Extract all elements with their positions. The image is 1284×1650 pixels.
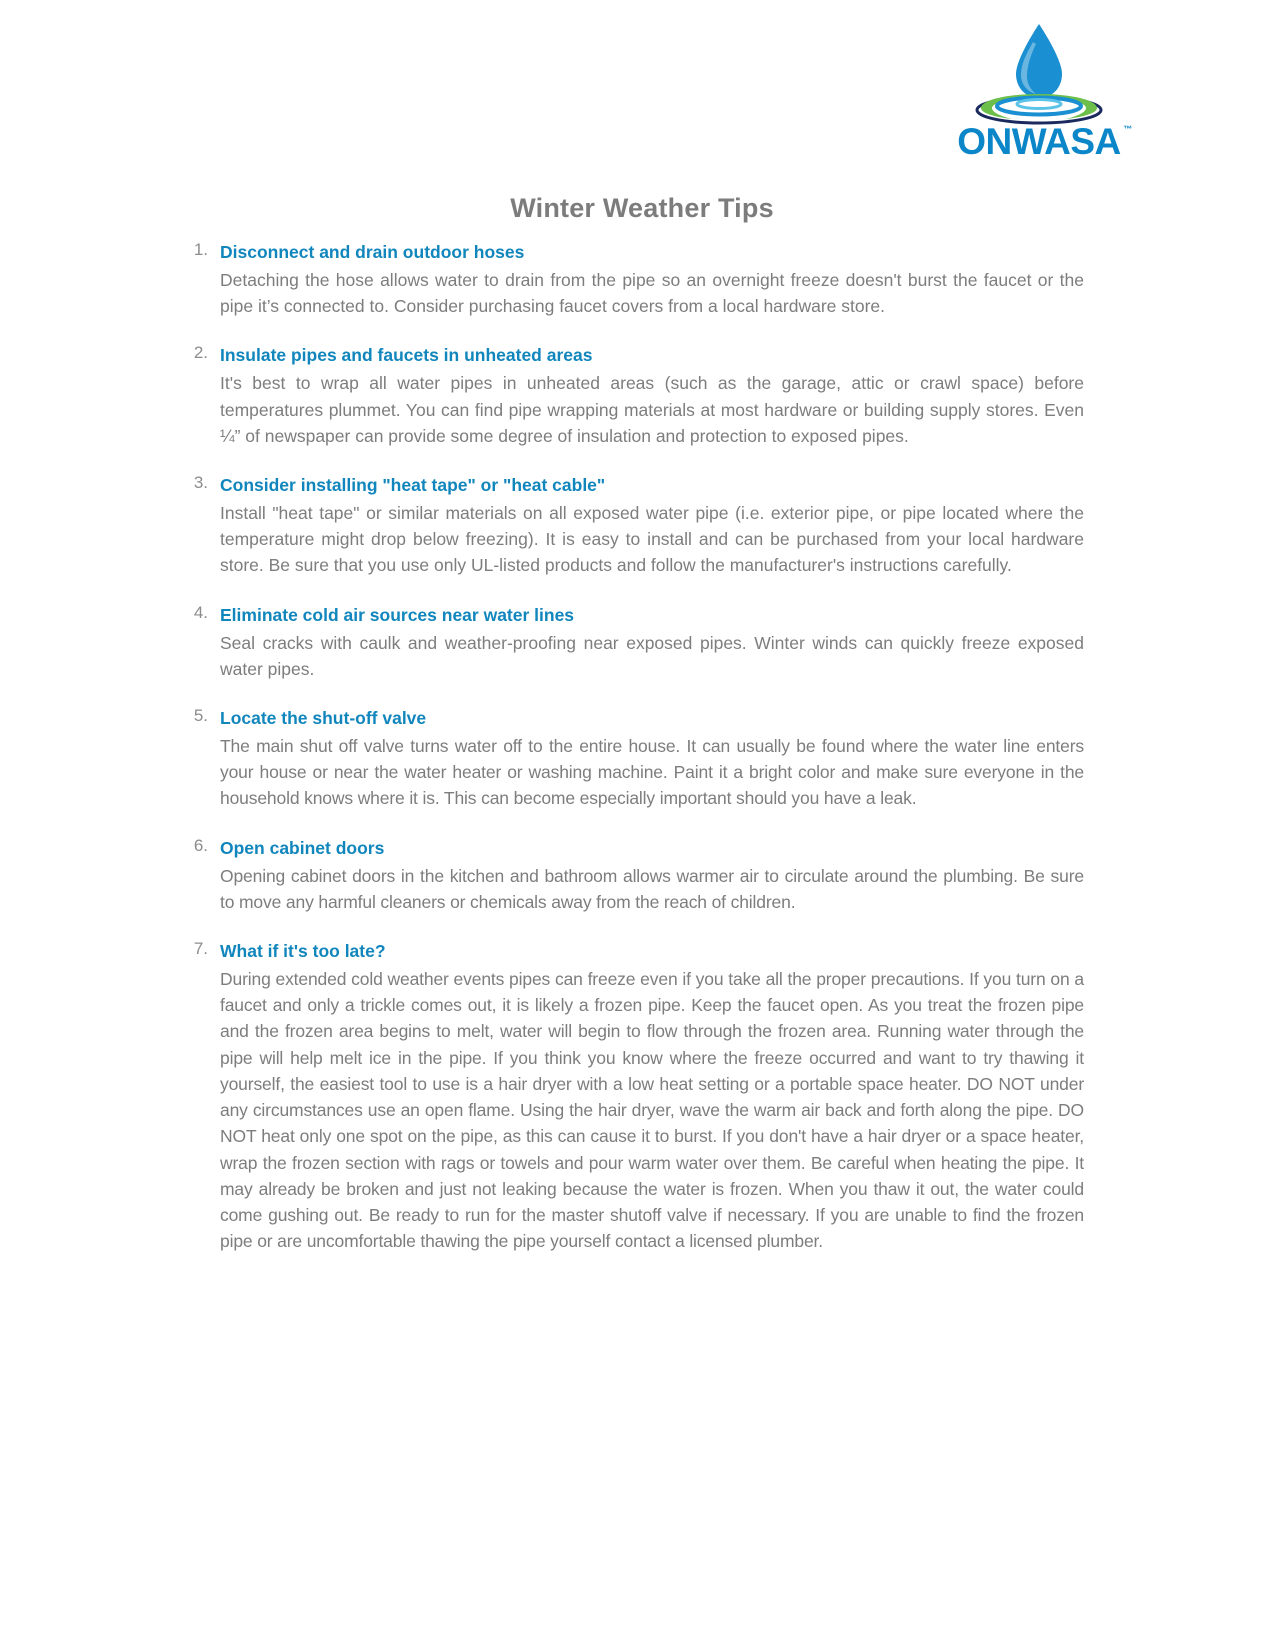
list-item-number: 5. [193,706,208,726]
list-item [176,603,1084,682]
tips-list [176,240,1084,1255]
water-drop-ripple-icon [944,18,1134,126]
list-item-number: 1. [193,240,208,259]
list-item-number: 3. [193,473,208,493]
list-item-heading: Disconnect and drain outdoor hoses [220,242,525,262]
list-item-body: Seal cracks with caulk and weather-proofing near exposed pipes. Winter winds can quickly freeze exposed water pipes. [220,632,1084,679]
list-item [176,939,1084,1255]
list-item-body: Opening cabinet doors in the kitchen and bathroom allows warmer air to circulate around the plumbing. Be sure to move any harmful cleaners or chemicals away from the reach of children. [220,865,1084,912]
list-item-heading: Consider installing "heat tape" or "heat cable" [220,475,606,496]
list-item-body: It's best to wrap all water pipes in unheated areas (such as the garage, attic or crawl space) before temperatures plummet. You can find pipe wrapping materials at most hardware or building supply stores. Even ¼” of newspaper can provide some degree of insulation and protection to exposed pipes. [220,373,1084,446]
onwasa-logo [944,18,1134,160]
tips-content [176,240,1084,1255]
list-item-body: During extended cold weather events pipes can freeze even if you take all the proper precautions. If you turn on a faucet and only a trickle comes out, it is likely a frozen pipe. Keep the faucet open. As you treat the frozen pipe and the frozen area begins to melt, water will begin to flow through the frozen area. Running water through the pipe will help melt ice in the pipe. If you think you know where the freeze occurred and want to try thawing it yourself, the easiest tool to use is a hair dryer with a low heat setting or a portable space heater. DO NOT under any circumstances use an open flame. Using the hair dryer, wave the warm air back and forth along the pipe. DO NOT heat only one spot on the pipe, as this can cause it to burst. If you don't have a hair dryer or a space heater, wrap the frozen section with rags or towels and pour warm water over them. Be careful when heating the pipe. It may already be broken and just not leaking because the water is frozen. When you thaw it out, the water could come gushing out. Be ready to run for the master shutoff valve if necessary. If you are unable to find the frozen pipe or are uncomfortable thawing the pipe yourself contact a licensed plumber. [220,968,1084,1252]
logo-wordmark-text: ONWASA [957,121,1121,162]
list-item [176,240,1084,319]
list-item-heading: Eliminate cold air sources near water lines [220,604,575,625]
list-item-number: 6. [193,835,208,855]
list-item-body: Detaching the hose allows water to drain from the pipe so an overnight freeze doesn't burst the faucet or the pipe it’s connected to. Consider purchasing faucet covers from a local hardware store. [220,269,1084,317]
list-item [176,706,1084,812]
list-item-heading: Open cabinet doors [220,837,385,858]
list-item-number: 2. [193,343,208,363]
list-item-heading: What if it's too late? [220,941,386,962]
list-item-heading: Locate the shut-off valve [220,708,427,729]
list-item-body: The main shut off valve turns water off to the entire house. It can usually be found where the water line enters your house or near the water heater or washing machine. Paint it a bright color and make sure everyone in the household knows where it is. This can become especially important should you have a leak. [220,735,1084,809]
trademark-symbol: ™ [1123,124,1132,134]
list-item [176,343,1084,449]
list-item-number: 7. [193,939,208,959]
page-title: Winter Weather Tips [510,193,774,223]
logo-wordmark [957,121,1132,162]
list-item [176,473,1084,579]
list-item-number: 4. [193,602,208,622]
list-item [176,836,1084,915]
list-item-body: Install "heat tape" or similar materials on all exposed water pipe (i.e. exterior pipe, or pipe located where the temperature might drop below freezing). It is easy to install and can be purchased from your local hardware store. Be sure that you use only UL-listed products and follow the manufacturer's instructions carefully. [220,502,1084,576]
list-item-heading: Insulate pipes and faucets in unheated areas [220,345,593,366]
